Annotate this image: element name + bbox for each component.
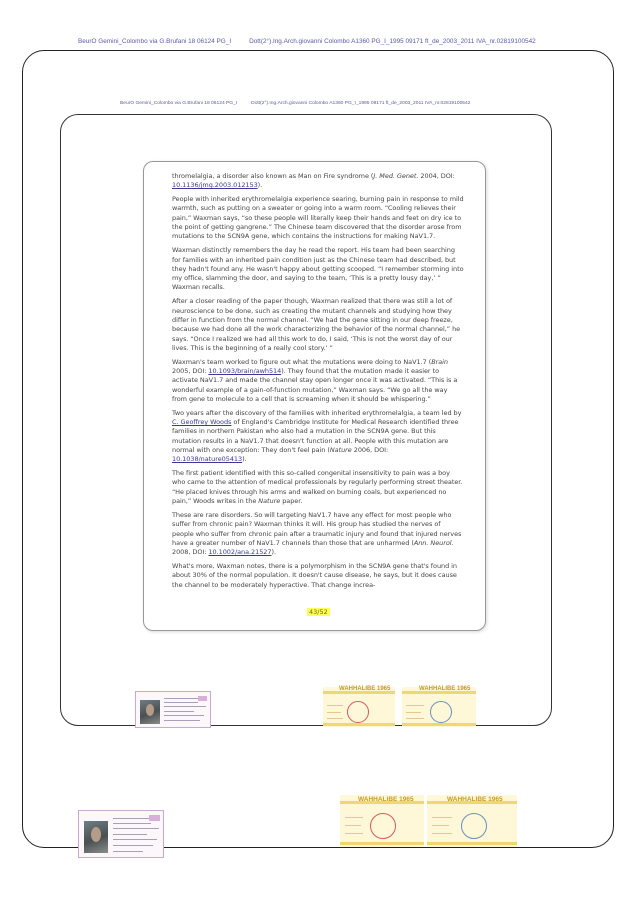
paragraph-6: Two years after the discovery of the families with inherited erythromelalgia, a team led by C. Geoffrey Woods of England's Cambridge Institute for Medical Research identified three families in northern Pakistan who also had a mutation in the SCN9A gene. But this mutation results in a NaV1.7 that doesn't function at all. People with this mutation are normal with one exception: They don't feel pain (Nature 2006, DOI: 10.1038/nature05413). <box>172 408 462 464</box>
article-text <box>172 172 464 595</box>
paragraph-7: The first patient identified with this so-called congenital insensitivity to pain was a boy who came to the attention of medical professionals by regularly performing street theater. “He placed knives through his arms and walked on burning coals, but experienced no pain,” Woods writes in the Nature paper. <box>172 469 463 506</box>
inner-header-left: BeurO Gemini_Colombo via G.Brufani 18 06124 PG_I <box>120 101 238 106</box>
stamp-red: WAHHALIBE 1965 <box>323 687 395 727</box>
stamp-seal <box>370 813 396 839</box>
stamp-red-large: WAHHALIBE 1965 <box>340 795 424 847</box>
outer-header-right: Dott(2°).Ing.Arch.giovanni Colombo A1360 PG_I_1995 09171 ft_de_2003_2011 IVA_nr.02819100542 <box>249 38 536 45</box>
document-page <box>143 161 486 631</box>
inner-header-right: Dott(2°).Ing.Arch.giovanni Colombo A1360 PG_I_1995 09171 ft_de_2003_2011 IVA_nr.02819100542 <box>251 101 471 106</box>
stamp-blue-large: WAHHALIBE 1965 <box>427 795 517 847</box>
paragraph-8: These are rare disorders. So will targeting NaV1.7 have any effect for most people who suffer from chronic pain? Waxman thinks it will. His group has studied the nerves of people who suffer from chronic pain after a traumatic injury and found that injured nerves have a greater number of NaV1.7 channels than those that are unharmed (Ann. Neurol. 2008, DOI: 10.1002/ana.21527). <box>172 510 462 557</box>
stamp-seal <box>347 701 369 723</box>
stamp-blue: WAHHALIBE 1965 <box>402 687 476 727</box>
id-photo <box>84 821 108 853</box>
outer-header-left: BeurO Gemini_Colombo via G.Brufani 18 06124 PG_I <box>78 38 232 45</box>
id-card-thumbnail <box>135 691 211 728</box>
id-photo <box>140 700 160 724</box>
paragraph-9: What's more, Waxman notes, there is a polymorphism in the SCN9A gene that's found in about 30% of the normal population. It doesn't cause disease, he says, but it does cause the channel to be moderately hyperactive. That change increa- <box>172 562 458 589</box>
doi-link[interactable]: 10.1038/nature05413 <box>172 455 243 464</box>
stamp-seal <box>430 701 452 723</box>
paragraph-5: Waxman's team worked to figure out what the mutations were doing to NaV1.7 (Brain 2005, DOI: 10.1093/brain/awh514). They found that the mutation made it easier to activate NaV1.7 and made the channel stay open longer once it was activated. “This is a wonderful example of a gain-of-function mutation,” Waxman says. “We go all the way from gene to molecule to a cell that is screaming when it should be whispering.” <box>172 357 458 403</box>
inner-header <box>120 101 470 106</box>
stamp-seal <box>461 813 487 839</box>
paragraph-3: Waxman distinctly remembers the day he read the report. His team had been searching for families with an inherited pain condition just as the Chinese team had described, but they hadn't found any. He wasn't happy about getting scooped. “I remember storming into my office, slamming the door, and saying to the team, ‘This is a pretty lousy day,’ ” Waxman recalls. <box>172 246 464 292</box>
page-number: 43/52 <box>309 608 328 616</box>
paragraph-4: After a closer reading of the paper though, Waxman realized that there was still a lot of neuroscience to be done, such as creating the mutant channels and studying how they differ in function from the normal channel. “We had the gene sitting in our deep freeze, because we had done all the work characterizing the behavior of the normal channel,” he says. “Once I realized we had all this work to do, I said, ‘This is not the worst day of our lives. This is the beginning of a really cool story.’ ” <box>172 297 461 352</box>
id-card-large <box>78 810 164 858</box>
paragraph-2: People with inherited erythromelalgia experience searing, burning pain in response to mild warmth, such as putting on a sweater or going into a warm room. “Cooling relieves their pain,” Waxman says, “so these people will literally keep their hands and feet on dry ice to the point of getting gangrene.” The Chinese team discovered that the disorder arose from mutations to the SCN9A gene, which contains the instructions for making NaV1.7. <box>172 195 464 241</box>
paragraph-1: thromelalgia, a disorder also known as Man on Fire syndrome (J. Med. Genet. 2004, DOI: 10.1136/jmg.2003.012153). <box>172 172 455 190</box>
doi-link[interactable]: 10.1093/brain/awh514 <box>208 367 282 376</box>
outer-header <box>78 38 536 45</box>
doi-link[interactable]: 10.1136/jmg.2003.012153 <box>172 181 258 190</box>
author-link[interactable]: C. Geoffrey Woods <box>172 418 232 427</box>
doi-link[interactable]: 10.1002/ana.21527 <box>208 548 272 557</box>
